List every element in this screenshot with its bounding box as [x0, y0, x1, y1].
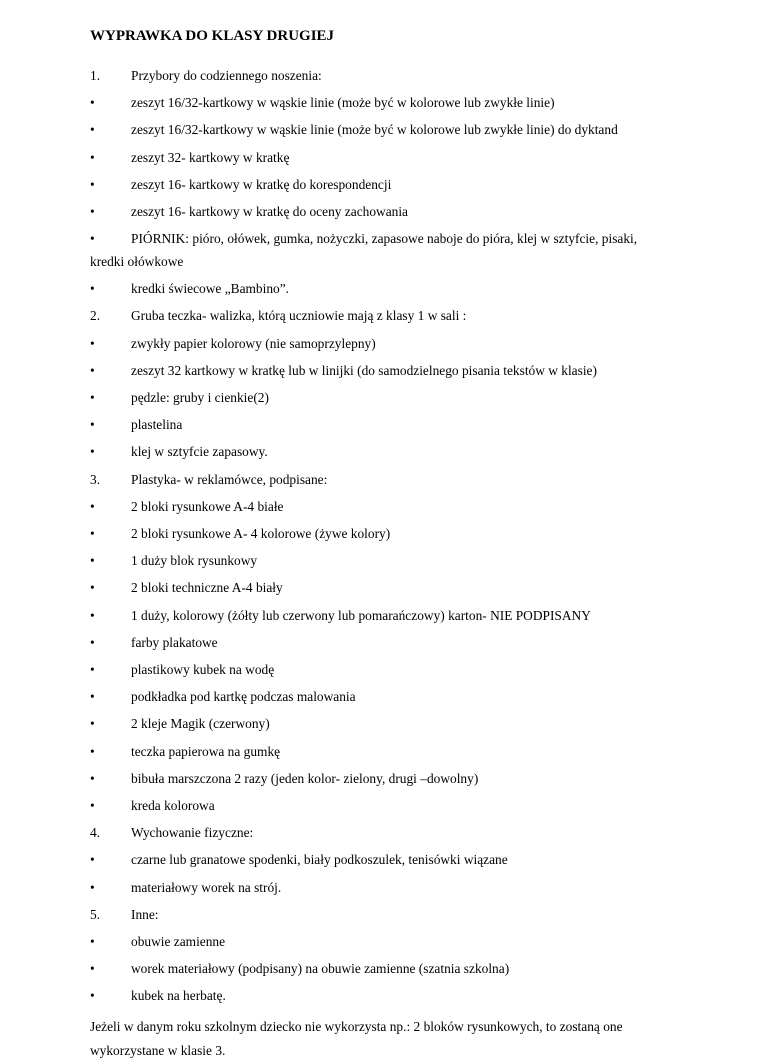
bullet-marker: •: [90, 743, 95, 759]
bullet-marker: •: [90, 526, 95, 541]
list-item-text: zeszyt 16/32-kartkowy w wąskie linie (może być w kolorowe lub zwykłe linie): [131, 95, 555, 111]
list-item-text: zwykły papier kolorowy (nie samoprzylepny): [131, 335, 376, 351]
list-item-text: kreda kolorowa: [131, 798, 215, 813]
list-item-text: zeszyt 32- kartkowy w kratkę: [131, 149, 290, 165]
bullet-marker: •: [90, 879, 95, 895]
list-item-text: kredki świecowe „Bambino”.: [131, 281, 290, 297]
bullet-marker: •: [90, 852, 95, 868]
bullet-marker: •: [90, 580, 95, 596]
bullet-marker: •: [90, 498, 95, 514]
list-item-text: 1 duży, kolorowy (żółty lub czerwony lub pomarańczowy) karton- NIE PODPISANY: [131, 607, 591, 623]
bullet-marker: •: [90, 417, 95, 433]
bullet-marker: •: [90, 662, 95, 677]
list-item-text: czarne lub granatowe spodenki, biały podkoszulek, tenisówki wiązane: [131, 852, 508, 868]
list-item-text: worek materiałowy (podpisany) na obuwie zamienne (szatnia szkolna): [131, 961, 510, 977]
list-item-text: plastelina: [131, 417, 183, 433]
section-number: 3.: [90, 471, 101, 487]
list-item-text: pędzle: gruby i cienkie(2): [131, 390, 269, 405]
list-item-text: teczka papierowa na gumkę: [131, 743, 281, 759]
list-item-text: zeszyt 16- kartkowy w kratkę do oceny zachowania: [131, 204, 408, 219]
bullet-marker: •: [90, 362, 95, 378]
bullet-marker: •: [90, 95, 95, 111]
list-item-text: Wychowanie fizyczne:: [131, 825, 254, 841]
list-item-text: 1 duży blok rysunkowy: [131, 553, 258, 569]
list-item-text: Gruba teczka- walizka, którą uczniowie mają z klasy 1 w sali :: [131, 308, 467, 324]
bullet-marker: •: [90, 716, 95, 732]
section-number: 5.: [90, 906, 101, 922]
document-title: WYPRAWKA DO KLASY DRUGIEJ: [90, 28, 335, 44]
bullet-marker: •: [90, 689, 95, 705]
list-item-text: 2 bloki rysunkowe A- 4 kolorowe (żywe kolory): [131, 526, 391, 541]
bullet-marker: •: [90, 335, 95, 351]
list-item-text: farby plakatowe: [131, 634, 218, 650]
list-item-text: zeszyt 16/32-kartkowy w wąskie linie (może być w kolorowe lub zwykłe linie) do dyktand: [131, 122, 618, 138]
bullet-marker: •: [90, 634, 95, 650]
footer-line: Jeżeli w danym roku szkolnym dziecko nie wykorzysta np.: 2 bloków rysunkowych, to zostaną one: [90, 1018, 623, 1034]
list-item-text: 2 kleje Magik (czerwony): [131, 716, 270, 732]
list-item-text: Plastyka- w reklamówce, podpisane:: [131, 471, 328, 487]
list-item-text: klej w sztyfcie zapasowy.: [131, 444, 268, 460]
bullet-marker: •: [90, 934, 95, 949]
list-item-text: PIÓRNIK: pióro, ołówek, gumka, nożyczki, zapasowe naboje do pióra, klej w sztyfcie, pisaki,: [131, 231, 638, 247]
section-number: 1.: [90, 68, 101, 83]
bullet-marker: •: [90, 607, 95, 623]
bullet-marker: •: [90, 798, 95, 813]
list-item-text: obuwie zamienne: [131, 934, 226, 949]
bullet-marker: •: [90, 770, 95, 786]
bullet-marker: •: [90, 444, 95, 460]
list-item-text: materiałowy worek na strój.: [131, 879, 282, 895]
list-item-text: zeszyt 32 kartkowy w kratkę lub w linijki (do samodzielnego pisania tekstów w klasie): [131, 362, 597, 378]
bullet-marker: •: [90, 281, 95, 297]
bullet-marker: •: [90, 122, 95, 138]
list-item-text: Inne:: [131, 906, 159, 922]
section-number: 2.: [90, 308, 101, 324]
list-item-text: podkładka pod kartkę podczas malowania: [131, 689, 356, 705]
list-item-text: plastikowy kubek na wodę: [131, 662, 275, 677]
bullet-marker: •: [90, 176, 95, 192]
list-item-text: 2 bloki techniczne A-4 biały: [131, 580, 283, 596]
bullet-marker: •: [90, 390, 95, 405]
footer-line: wykorzystane w klasie 3.: [90, 1042, 226, 1058]
list-item-text: kubek na herbatę.: [131, 988, 226, 1004]
bullet-marker: •: [90, 149, 95, 165]
list-item-text: zeszyt 16- kartkowy w kratkę do korespondencji: [131, 176, 392, 192]
list-item-text: 2 bloki rysunkowe A-4 białe: [131, 498, 284, 514]
bullet-marker: •: [90, 961, 95, 977]
bullet-marker: •: [90, 553, 95, 569]
section-number: 4.: [90, 825, 101, 841]
list-item-text: bibuła marszczona 2 razy (jeden kolor- zielony, drugi –dowolny): [131, 770, 479, 786]
list-item-continuation: kredki ołówkowe: [90, 254, 184, 270]
list-item-text: Przybory do codziennego noszenia:: [131, 68, 322, 83]
bullet-marker: •: [90, 204, 95, 219]
bullet-marker: •: [90, 231, 95, 247]
bullet-marker: •: [90, 988, 95, 1004]
